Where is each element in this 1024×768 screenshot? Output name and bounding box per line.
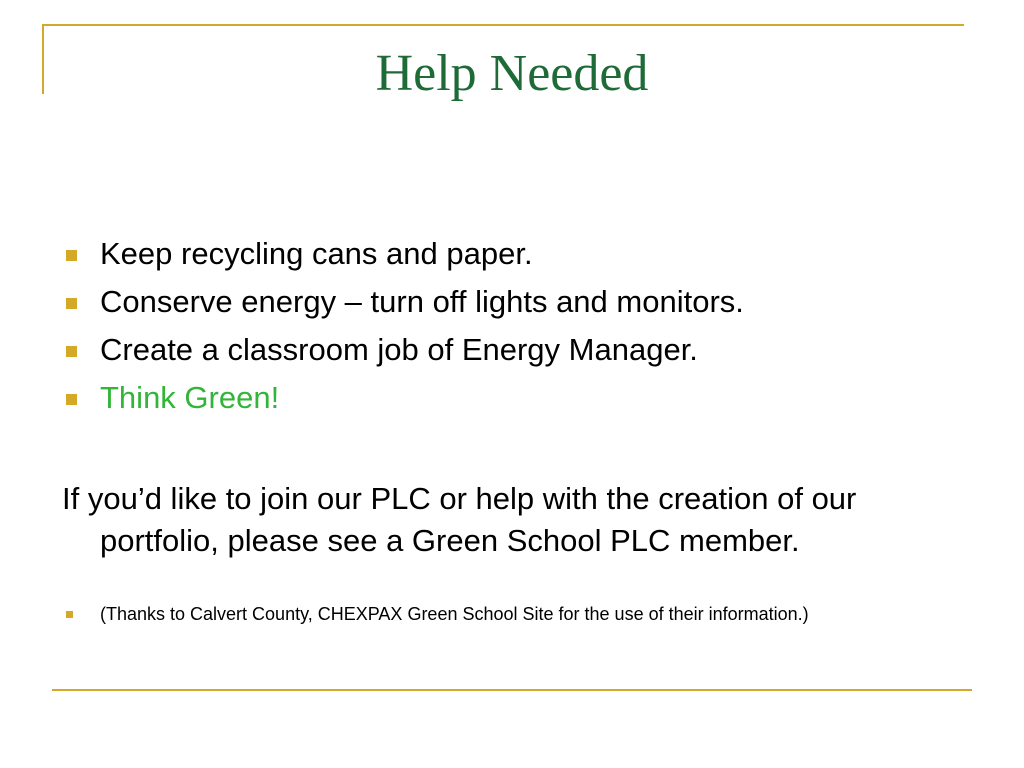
bullet-item (62, 326, 982, 374)
square-bullet-icon (66, 611, 73, 618)
bullet-text-highlight: Think Green! (100, 380, 280, 415)
square-bullet-icon (66, 298, 77, 309)
bullet-item (62, 278, 982, 326)
square-bullet-icon (66, 250, 77, 261)
bullet-text: Create a classroom job of Energy Manager. (100, 332, 698, 367)
credits-text: (Thanks to Calvert County, CHEXPAX Green School Site for the use of their information.) (100, 604, 809, 624)
bullet-text: Conserve energy – turn off lights and monitors. (100, 284, 744, 319)
square-bullet-icon (66, 394, 77, 405)
join-plc-paragraph: If you’d like to join our PLC or help with the creation of our portfolio, please see a Green School PLC member. (62, 481, 857, 558)
bullet-text: Keep recycling cans and paper. (100, 236, 533, 271)
bullet-item (62, 374, 982, 422)
bullet-list (62, 230, 982, 422)
top-rule (42, 24, 964, 26)
credits-note (62, 603, 922, 626)
bottom-rule (52, 689, 972, 691)
square-bullet-icon (66, 346, 77, 357)
bullet-item (62, 230, 982, 278)
slide-title: Help Needed (375, 45, 649, 102)
